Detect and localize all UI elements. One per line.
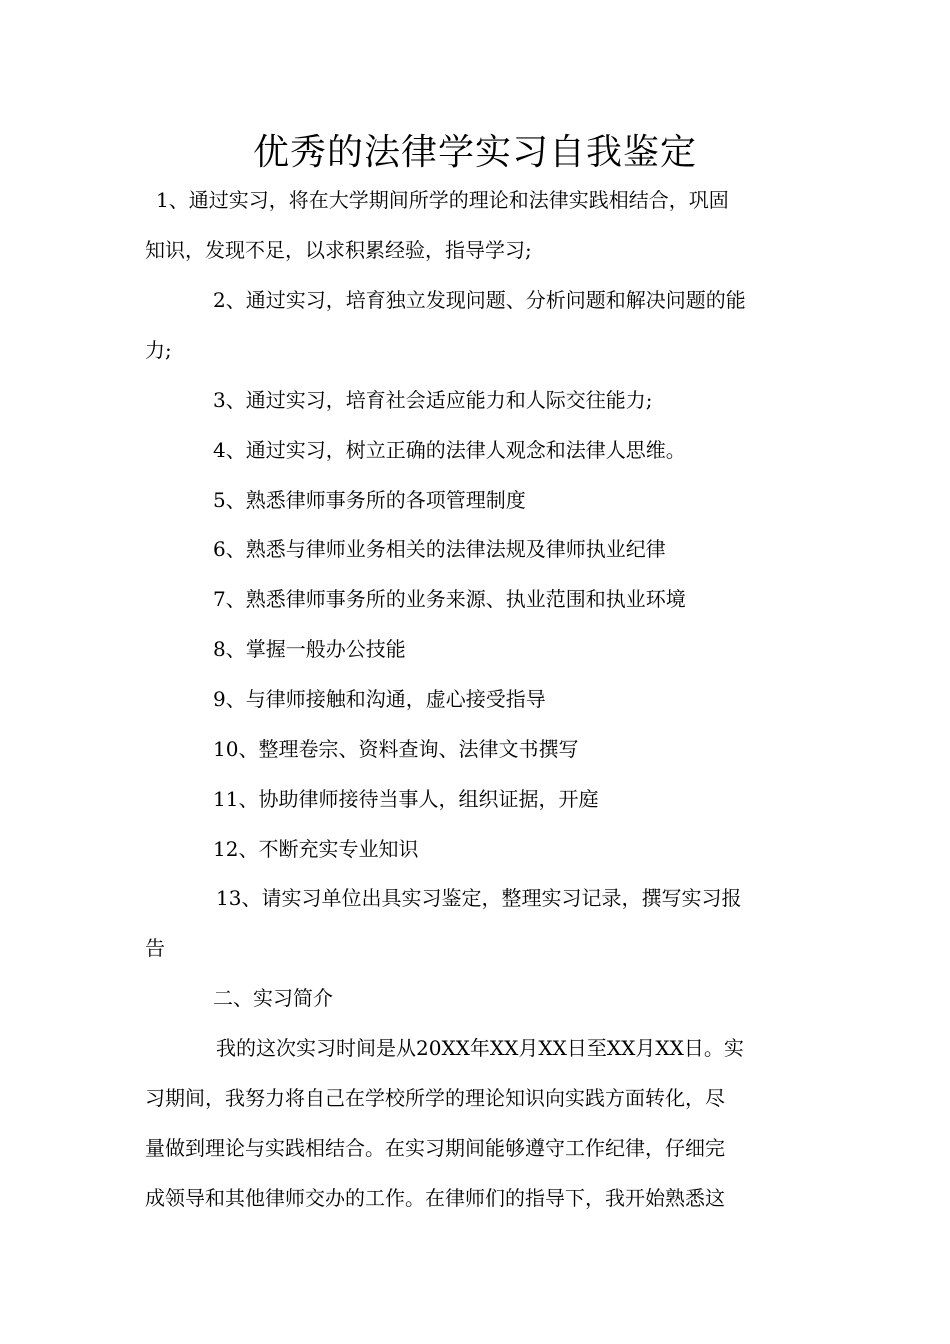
text-line: 10、整理卷宗、资料查询、法律文书撰写	[213, 737, 579, 761]
text-line: 3、通过实习，培育社会适应能力和人际交往能力;	[213, 388, 653, 412]
text-line: 2、通过实习，培育独立发现问题、分析问题和解决问题的能	[213, 288, 746, 312]
text-line: 知识，发现不足，以求积累经验，指导学习;	[145, 238, 532, 262]
text-line: 11、协助律师接待当事人，组织证据，开庭	[213, 787, 599, 811]
document-title: 优秀的法律学实习自我鉴定	[252, 132, 697, 173]
text-line: 告	[145, 936, 165, 960]
text-line: 成领导和其他律师交办的工作。在律师们的指导下，我开始熟悉这	[145, 1186, 725, 1210]
text-line: 9、与律师接触和沟通，虚心接受指导	[213, 687, 546, 711]
section-heading: 二、实习简介	[213, 986, 333, 1010]
text-line: 5、熟悉律师事务所的各项管理制度	[213, 488, 526, 512]
text-line: 4、通过实习，树立正确的法律人观念和法律人思维。	[213, 438, 686, 462]
text-line: 量做到理论与实践相结合。在实习期间能够遵守工作纪律，仔细完	[145, 1136, 725, 1160]
text-line: 习期间，我努力将自己在学校所学的理论知识向实践方面转化，尽	[145, 1086, 725, 1110]
text-line: 7、熟悉律师事务所的业务来源、执业范围和执业环境	[213, 587, 686, 611]
text-line: 13、请实习单位出具实习鉴定，整理实习记录，撰写实习报	[216, 886, 742, 910]
text-line: 1、通过实习，将在大学期间所学的理论和法律实践相结合，巩固	[156, 188, 729, 212]
text-line: 12、不断充实专业知识	[213, 837, 419, 861]
text-line: 6、熟悉与律师业务相关的法律法规及律师执业纪律	[213, 537, 666, 561]
text-line: 8、掌握一般办公技能	[213, 637, 406, 661]
text-line: 我的这次实习时间是从20XX年XX月XX日至XX月XX日。实	[216, 1036, 744, 1060]
text-line: 力;	[145, 338, 172, 362]
